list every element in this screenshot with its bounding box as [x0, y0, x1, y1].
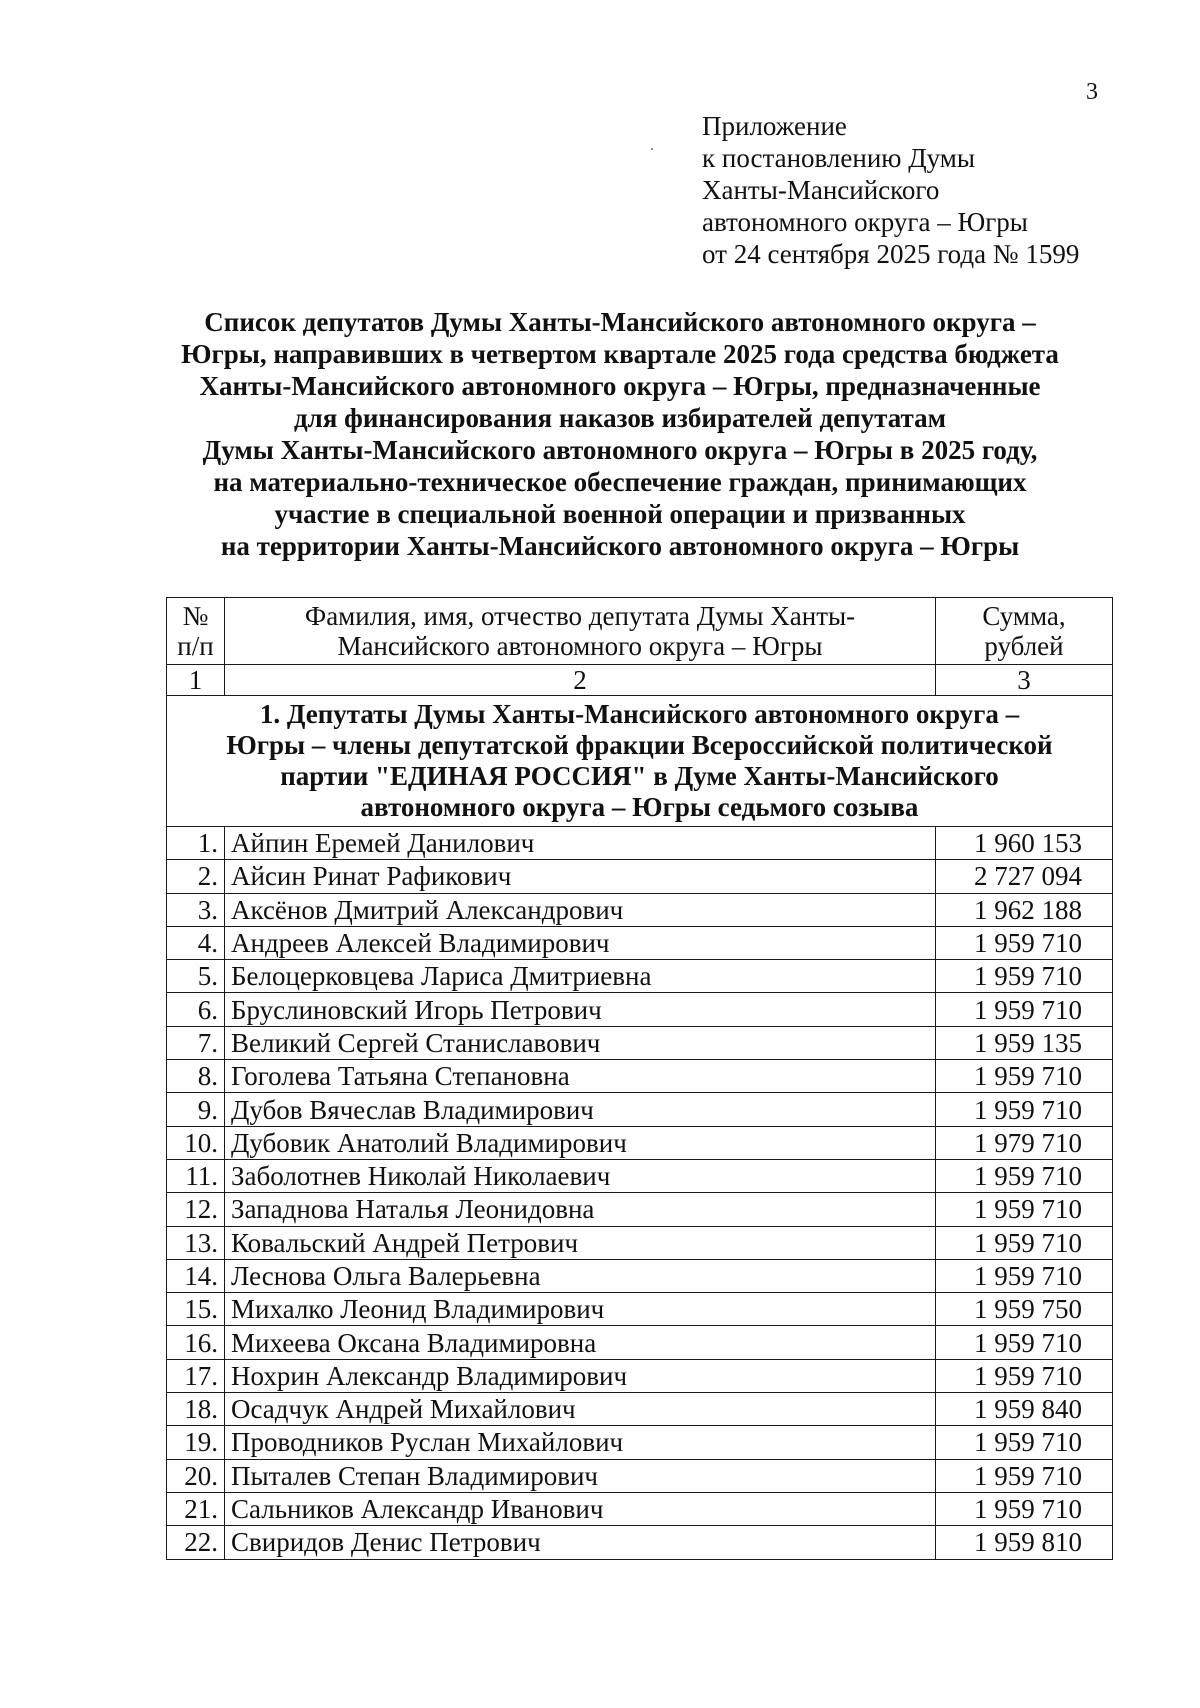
amount: 1 959 710: [936, 993, 1113, 1026]
table-row: [167, 1393, 1113, 1426]
deputy-name: Белоцерковцева Лариса Дмитриевна: [225, 960, 936, 993]
scan-speck: [651, 148, 653, 150]
row-number: 12.: [167, 1193, 225, 1226]
amount: 1 959 710: [936, 1093, 1113, 1126]
amount: 1 959 710: [936, 960, 1113, 993]
header-number: [167, 598, 225, 665]
amount: 1 959 810: [936, 1526, 1113, 1559]
header-name: [225, 598, 936, 665]
table-row: [167, 926, 1113, 959]
title-line: Ханты-Мансийского автономного округа – Югры, предназначенные: [199, 371, 1041, 401]
row-number: 16.: [167, 1326, 225, 1359]
table-row: [167, 1326, 1113, 1359]
appendix-line: к постановлению Думы: [702, 143, 975, 173]
amount: 1 959 710: [936, 1426, 1113, 1459]
appendix-line: Приложение: [702, 111, 847, 141]
table-row: [167, 1492, 1113, 1525]
amount: 1 962 188: [936, 893, 1113, 926]
row-number: 20.: [167, 1459, 225, 1492]
row-number: 1.: [167, 827, 225, 860]
amount: 1 959 710: [936, 1359, 1113, 1392]
amount: 1 959 710: [936, 1159, 1113, 1192]
row-number: 2.: [167, 860, 225, 893]
deputy-name: Ковальский Андрей Петрович: [225, 1226, 936, 1259]
title-line: участие в специальной военной операции и призванных: [274, 499, 966, 529]
amount: 1 959 710: [936, 1492, 1113, 1525]
section-heading-row: [167, 696, 1113, 827]
table-row: [167, 827, 1113, 860]
title-line: Югры, направивших в четвертом квартале 2025 года средства бюджета: [181, 339, 1059, 369]
table-row: [167, 860, 1113, 893]
row-number: 14.: [167, 1259, 225, 1292]
deputy-name: Пыталев Степан Владимирович: [225, 1459, 936, 1492]
column-index-row: [167, 665, 1113, 696]
table-row: [167, 1526, 1113, 1559]
deputy-name: Заболотнев Николай Николаевич: [225, 1159, 936, 1192]
deputy-name: Бруслиновский Игорь Петрович: [225, 993, 936, 1026]
appendix-line: автономного округа – Югры: [702, 207, 1028, 237]
row-number: 8.: [167, 1060, 225, 1093]
title-line: на территории Ханты-Мансийского автономного округа – Югры: [220, 531, 1020, 561]
amount: 1 959 840: [936, 1393, 1113, 1426]
title-line: для финансирования наказов избирателей депутатам: [293, 403, 947, 433]
deputy-name: Сальников Александр Иванович: [225, 1492, 936, 1525]
deputy-name: Гоголева Татьяна Степановна: [225, 1060, 936, 1093]
table-row: [167, 1426, 1113, 1459]
amount: 1 960 153: [936, 827, 1113, 860]
header-sum-line: рублей: [984, 631, 1064, 661]
appendix-line: от 24 сентября 2025 года № 1599: [702, 239, 1080, 269]
amount: 1 959 710: [936, 1326, 1113, 1359]
table-row: [167, 1026, 1113, 1059]
deputy-name: Дубовик Анатолий Владимирович: [225, 1126, 936, 1159]
table-row: [167, 1093, 1113, 1126]
title-line: Думы Ханты-Мансийского автономного округа – Югры в 2025 году,: [202, 435, 1038, 465]
deputy-name: Проводников Руслан Михайлович: [225, 1426, 936, 1459]
amount: 1 959 710: [936, 1259, 1113, 1292]
document-title: [160, 306, 1080, 562]
column-index: 1: [167, 665, 225, 696]
amount: 1 959 710: [936, 1060, 1113, 1093]
row-number: 19.: [167, 1426, 225, 1459]
deputy-name: Леснова Ольга Валерьевна: [225, 1259, 936, 1292]
deputy-name: Аксёнов Дмитрий Александрович: [225, 893, 936, 926]
deputy-name: Осадчук Андрей Михайлович: [225, 1393, 936, 1426]
row-number: 10.: [167, 1126, 225, 1159]
amount: 1 959 750: [936, 1293, 1113, 1326]
header-sum: [936, 598, 1113, 665]
appendix-line: Ханты-Мансийского: [702, 175, 940, 205]
amount: 2 727 094: [936, 860, 1113, 893]
section-heading: [167, 696, 1113, 827]
table-row: [167, 1060, 1113, 1093]
table-row: [167, 1259, 1113, 1292]
appendix-block: [702, 110, 1079, 270]
column-index: 3: [936, 665, 1113, 696]
amount: 1 979 710: [936, 1126, 1113, 1159]
section-heading-line: Югры – члены депутатской фракции Всероссийской политической: [226, 730, 1053, 760]
amount: 1 959 710: [936, 926, 1113, 959]
deputies-table: [166, 597, 1113, 1560]
table-row: [167, 1459, 1113, 1492]
table-row: [167, 1226, 1113, 1259]
row-number: 17.: [167, 1359, 225, 1392]
table-row: [167, 893, 1113, 926]
table-row: [167, 1293, 1113, 1326]
section-heading-line: автономного округа – Югры седьмого созыва: [360, 792, 919, 822]
row-number: 21.: [167, 1492, 225, 1525]
table-row: [167, 993, 1113, 1026]
deputy-name: Нохрин Александр Владимирович: [225, 1359, 936, 1392]
deputy-name: Западнова Наталья Леонидовна: [225, 1193, 936, 1226]
header-number-line: №: [182, 601, 209, 631]
deputy-name: Михалко Леонид Владимирович: [225, 1293, 936, 1326]
deputy-name: Айпин Еремей Данилович: [225, 827, 936, 860]
amount: 1 959 710: [936, 1459, 1113, 1492]
title-line: Список депутатов Думы Ханты-Мансийского автономного округа –: [204, 307, 1036, 337]
row-number: 3.: [167, 893, 225, 926]
row-number: 22.: [167, 1526, 225, 1559]
table-row: [167, 1126, 1113, 1159]
amount: 1 959 135: [936, 1026, 1113, 1059]
deputy-name: Андреев Алексей Владимирович: [225, 926, 936, 959]
header-sum-line: Сумма,: [982, 601, 1066, 631]
deputy-name: Михеева Оксана Владимировна: [225, 1326, 936, 1359]
row-number: 7.: [167, 1026, 225, 1059]
row-number: 9.: [167, 1093, 225, 1126]
section-heading-line: 1. Депутаты Думы Ханты-Мансийского автономного округа –: [259, 699, 1020, 729]
row-number: 5.: [167, 960, 225, 993]
page-number: 3: [1086, 79, 1098, 105]
header-number-line: п/п: [177, 631, 214, 661]
header-name-line: Фамилия, имя, отчество депутата Думы Ханты-: [304, 601, 856, 631]
table-row: [167, 960, 1113, 993]
title-line: на материально-техническое обеспечение граждан, принимающих: [213, 467, 1027, 497]
header-name-line: Мансийского автономного округа – Югры: [337, 631, 823, 661]
row-number: 15.: [167, 1293, 225, 1326]
deputy-name: Великий Сергей Станиславович: [225, 1026, 936, 1059]
row-number: 13.: [167, 1226, 225, 1259]
row-number: 18.: [167, 1393, 225, 1426]
table-header-row: [167, 598, 1113, 665]
table-row: [167, 1159, 1113, 1192]
row-number: 11.: [167, 1159, 225, 1192]
row-number: 6.: [167, 993, 225, 1026]
amount: 1 959 710: [936, 1226, 1113, 1259]
row-number: 4.: [167, 926, 225, 959]
table-row: [167, 1193, 1113, 1226]
deputy-name: Дубов Вячеслав Владимирович: [225, 1093, 936, 1126]
amount: 1 959 710: [936, 1193, 1113, 1226]
table-row: [167, 1359, 1113, 1392]
deputy-name: Свиридов Денис Петрович: [225, 1526, 936, 1559]
deputy-name: Айсин Ринат Рафикович: [225, 860, 936, 893]
section-heading-line: партии "ЕДИНАЯ РОССИЯ" в Думе Ханты-Мансийского: [280, 761, 999, 791]
column-index: 2: [225, 665, 936, 696]
